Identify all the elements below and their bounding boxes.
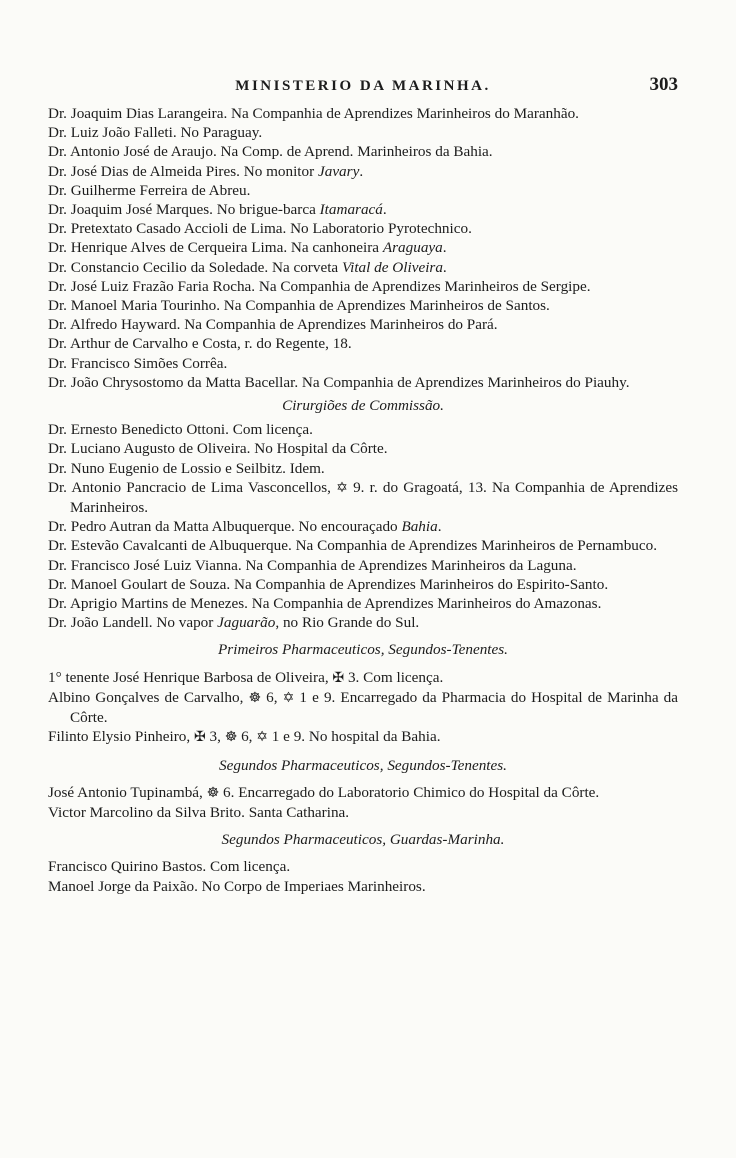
- entry-text: 3,: [205, 728, 225, 746]
- section-title-pharmacists-guardas: Segundos Pharmaceuticos, Guardas-Marinha.: [221, 831, 505, 849]
- entry-text: Victor Marcolino da Silva Brito. Santa Catharina.: [48, 803, 350, 821]
- entry-text: Dr. José Luiz Frazão Faria Rocha. Na Companhia de Aprendizes Marinheiros de Sergipe.: [48, 277, 591, 295]
- entry-text: Dr. Guilherme Ferreira de Abreu.: [48, 181, 251, 199]
- list-item: [48, 536, 678, 555]
- entry-text-after: .: [442, 258, 447, 276]
- document-page: [48, 74, 679, 896]
- entry-text: Manoel Jorge da Paixão. No Corpo de Imperiaes Marinheiros.: [48, 877, 426, 895]
- rose-decoration-icon: ✠: [332, 670, 345, 686]
- star-decoration-icon: ✡: [336, 480, 348, 496]
- entry-text: José Antonio Tupinambá,: [48, 783, 207, 801]
- entry-text: Albino Gonçalves de Carvalho,: [48, 688, 249, 706]
- entry-text-after: .: [442, 239, 447, 257]
- entry-text: Dr. Francisco Simões Corrêa.: [48, 354, 228, 372]
- list-item: [48, 104, 678, 123]
- entry-text: Dr. Alfredo Hayward. Na Companhia de Aprendizes Marinheiros do Pará.: [48, 316, 498, 334]
- entry-text: 6,: [237, 728, 257, 746]
- list-item: [48, 238, 678, 257]
- list-item: [48, 877, 678, 896]
- entry-text: Dr. Joaquim Dias Larangeira. Na Companhia de Aprendizes Marinheiros do Maranhão.: [48, 105, 579, 122]
- ship-name: Jaguarão: [217, 614, 276, 632]
- entry-text: Dr. Constancio Cecilio da Soledade. Na corveta: [48, 258, 342, 276]
- entry-text: 1 e 9. Encarregado da Pharmacia do Hospital de Marinha da Côrte.: [70, 688, 679, 727]
- commission-surgeons-list: [48, 420, 678, 632]
- running-title: MINISTERIO DA MARINHA.: [235, 78, 491, 94]
- entry-text-after: 9. r. do Gragoatá, 13. Na Companhia de Aprendizes Marinheiros.: [70, 478, 678, 517]
- entry-text: Dr. Manoel Maria Tourinho. Na Companhia de Aprendizes Marinheiros de Santos.: [48, 297, 550, 315]
- entry-text: Dr. Henrique Alves de Cerqueira Lima. Na canhoneira: [48, 239, 383, 257]
- ship-name: Araguaya: [382, 239, 443, 257]
- pharmacists-guardas-list: [48, 857, 678, 895]
- entry-text: Dr. João Chrysostomo da Matta Bacellar. Na Companhia de Aprendizes Marinheiros do Piauhy.: [48, 373, 630, 391]
- aviz-decoration-icon: ☸: [224, 730, 238, 746]
- list-item: [48, 315, 678, 334]
- surgeons-list: [48, 104, 678, 392]
- list-item: [48, 783, 678, 803]
- list-item: [48, 334, 678, 353]
- list-item: [48, 200, 678, 219]
- ship-name: Javary: [317, 162, 360, 180]
- entry-text-after: .: [437, 518, 442, 536]
- entry-text: Dr. Luciano Augusto de Oliveira. No Hospital da Côrte.: [48, 440, 388, 458]
- entry-text: Dr. Aprigio Martins de Menezes. Na Companhia de Aprendizes Marinheiros do Amazonas.: [48, 595, 602, 613]
- list-item: [48, 439, 678, 458]
- entry-text: Dr. Francisco José Luiz Vianna. Na Companhia de Aprendizes Marinheiros da Laguna.: [48, 556, 577, 574]
- list-item: [48, 162, 678, 181]
- entry-text: Dr. Nuno Eugenio de Lossio e Seilbitz. Idem.: [48, 459, 325, 477]
- entry-text: Dr. José Dias de Almeida Pires. No monitor: [48, 162, 318, 180]
- entry-text: Dr. Ernesto Benedicto Ottoni. Com licença.: [48, 421, 313, 439]
- page-header: [48, 74, 678, 104]
- list-item: [48, 142, 678, 161]
- list-item: [48, 517, 678, 536]
- list-item: [48, 727, 678, 747]
- list-item: [48, 803, 678, 822]
- list-item: [48, 575, 678, 594]
- section-title-second-pharmacists: Segundos Pharmaceuticos, Segundos-Tenentes.: [219, 756, 507, 774]
- entry-text: 3. Com licença.: [344, 668, 444, 686]
- entry-text: Dr. Pedro Autran da Matta Albuquerque. No encouraçado: [48, 518, 402, 536]
- entry-text: Francisco Quirino Bastos. Com licença.: [48, 858, 291, 876]
- entry-text-after: .: [382, 201, 387, 219]
- list-item: [48, 373, 678, 392]
- aviz-decoration-icon: ☸: [248, 690, 262, 706]
- rose-decoration-icon: ✠: [193, 730, 206, 746]
- entry-text: Dr. João Landell. No vapor: [48, 614, 218, 632]
- second-pharmacists-list: [48, 783, 678, 822]
- first-pharmacists-list: [48, 668, 678, 748]
- entry-text: Dr. Pretextato Casado Accioli de Lima. No Laboratorio Pyrotechnico.: [48, 220, 472, 238]
- list-item: [48, 459, 678, 478]
- entry-text: Dr. Joaquim José Marques. No brigue-barca: [48, 201, 320, 219]
- entry-text: Dr. Estevão Cavalcanti de Albuquerque. Na Companhia de Aprendizes Marinheiros de Pernambuco.: [48, 537, 658, 555]
- list-item: [48, 857, 678, 876]
- entry-text-after: , no Rio Grande do Sul.: [275, 614, 420, 632]
- list-item: [48, 277, 678, 296]
- list-item: [48, 688, 678, 727]
- star-decoration-icon: ✡: [282, 690, 295, 706]
- list-item: [48, 556, 678, 575]
- list-item: [48, 219, 678, 238]
- entry-text: 1° tenente José Henrique Barbosa de Oliveira,: [48, 668, 333, 686]
- ship-name: Bahia: [401, 518, 438, 536]
- entry-text: Dr. Arthur de Carvalho e Costa, r. do Regente, 18.: [48, 335, 352, 353]
- entry-text: Dr. Manoel Goulart de Souza. Na Companhia de Aprendizes Marinheiros do Espirito-Santo.: [48, 575, 609, 593]
- entry-text-after: .: [359, 162, 364, 180]
- list-item: [48, 594, 678, 613]
- list-item: [48, 123, 678, 142]
- list-item: [48, 613, 678, 632]
- list-item: [48, 181, 678, 200]
- aviz-decoration-icon: ☸: [206, 785, 220, 801]
- ship-name: Itamaracá: [319, 201, 383, 219]
- list-item: [48, 478, 678, 517]
- entry-text: 6. Encarregado do Laboratorio Chimico do Hospital da Côrte.: [219, 783, 600, 801]
- list-item: [48, 668, 678, 688]
- list-item: [48, 354, 678, 373]
- entry-text: Dr. Antonio Pancracio de Lima Vasconcellos,: [48, 478, 337, 496]
- entry-text: Filinto Elysio Pinheiro,: [48, 728, 194, 746]
- list-item: [48, 296, 678, 315]
- page-number: 303: [649, 74, 678, 95]
- entry-text: Dr. Antonio José de Araujo. Na Comp. de Aprend. Marinheiros da Bahia.: [48, 143, 493, 161]
- ship-name: Vital de Oliveira: [341, 258, 443, 276]
- entry-text: 1 e 9. No hospital da Bahia.: [267, 728, 441, 746]
- entry-text: 6,: [261, 688, 283, 706]
- entry-text: Dr. Luiz João Falleti. No Paraguay.: [48, 124, 263, 142]
- list-item: [48, 258, 678, 277]
- list-item: [48, 420, 678, 439]
- star-decoration-icon: ✡: [256, 730, 268, 746]
- section-title-first-pharmacists: Primeiros Pharmaceuticos, Segundos-Tenentes.: [218, 641, 508, 659]
- section-title-surgeons-commission: Cirurgiões de Commissão.: [282, 397, 444, 415]
